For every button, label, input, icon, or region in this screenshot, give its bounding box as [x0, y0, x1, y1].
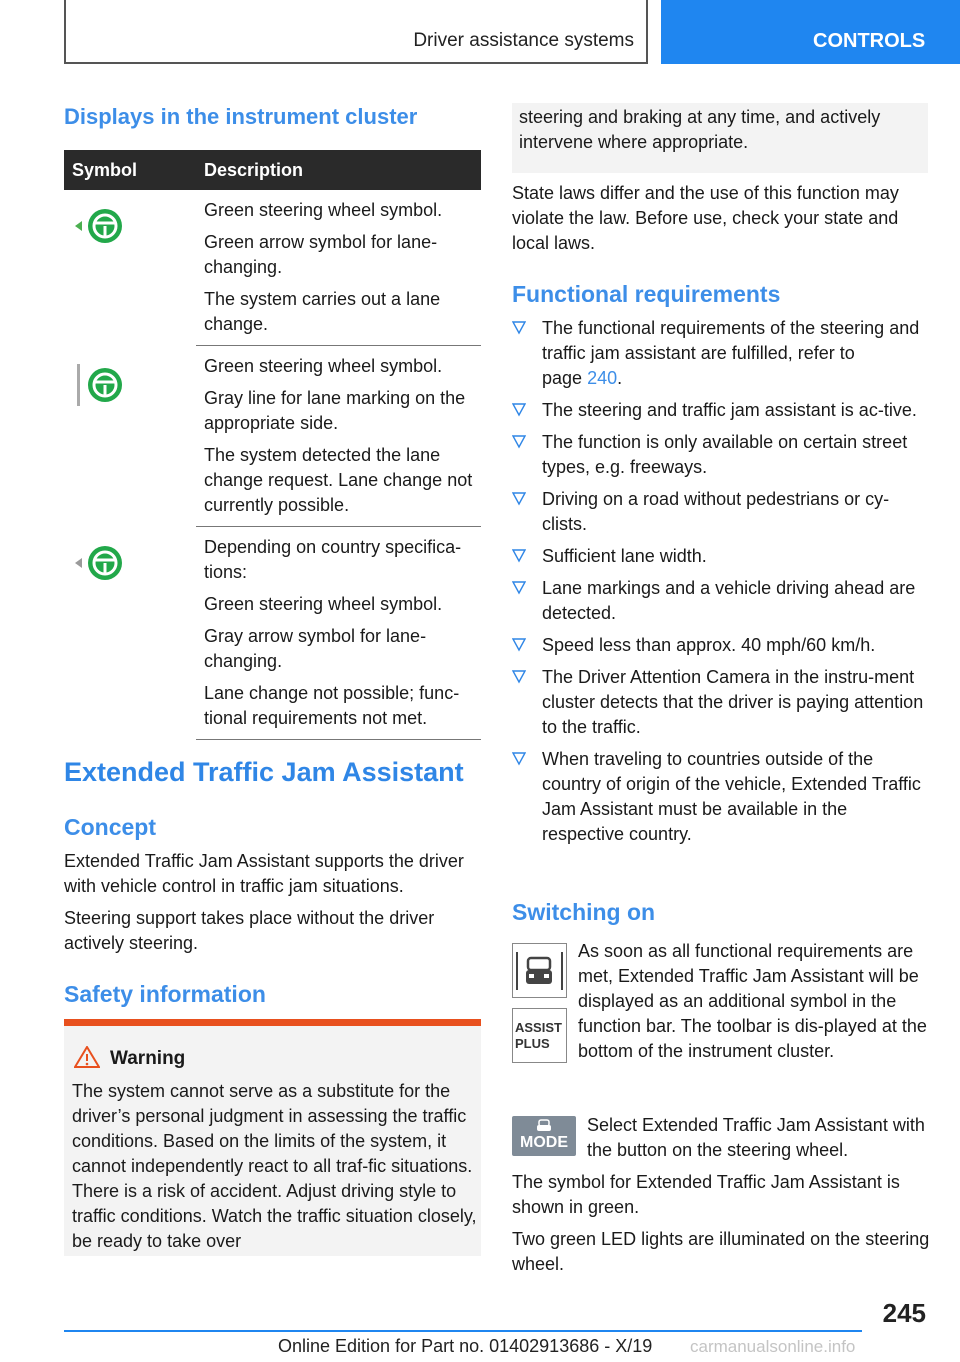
warning-continuation-box [512, 103, 928, 173]
symbol-table [64, 150, 481, 740]
edition-text: Online Edition for Part no. 01402913686 - X/19 [278, 1336, 653, 1356]
col-description-header: Description [196, 150, 481, 190]
list-item [512, 487, 930, 537]
table-row [64, 527, 481, 740]
watermark: carmanualsonline.info [690, 1337, 856, 1356]
description-line: Gray arrow symbol for lane-changing. [204, 626, 427, 671]
symbol-cell [64, 527, 196, 740]
bullet-triangle-icon [512, 492, 526, 506]
warning-text: The system cannot serve as a substitute for the driver’s personal judgment in assessing the traffic conditions. Based on the limits of the system, it cannot independently react to all traf-fic situations. There is a risk of accident. Adjust driving style to traffic conditions. Watch the traffic situation closely, be ready to take over [72, 1081, 477, 1251]
bullet-triangle-icon [512, 549, 526, 563]
switching-on-paragraph-1: As soon as all functional requirements are met, Extended Traffic Jam Assistant will be displayed as an additional symbol in the function bar. The toolbar is dis-played at the bottom of the instrument cluster. [578, 941, 927, 1061]
assist-plus-label: ASSIST PLUS [515, 1020, 562, 1051]
list-item-text: Lane markings and a vehicle driving ahead are detected. [542, 578, 916, 623]
list-item [512, 430, 930, 480]
page-number: 245 [882, 1298, 926, 1328]
description-line: The system detected the lane change request. Lane change not currently possible. [204, 445, 473, 515]
switching-on-paragraph-3: The symbol for Extended Traffic Jam Assistant is shown in green. [512, 1172, 900, 1217]
description-line: Green arrow symbol for lane-changing. [204, 232, 438, 277]
description-cell [196, 527, 481, 740]
bullet-triangle-icon [512, 752, 526, 766]
list-item [512, 633, 930, 658]
bullet-triangle-icon [512, 638, 526, 652]
description-line: Gray line for lane marking on the appropriate side. [204, 388, 466, 433]
green-steering-wheel-gray-line-icon [65, 360, 135, 410]
mode-label: MODE [520, 1134, 568, 1151]
list-item [512, 747, 930, 847]
list-item [512, 665, 930, 740]
warning-title: Warning [110, 1048, 186, 1069]
list-item-text: The function is only available on certain street types, e.g. freeways. [542, 432, 908, 477]
functional-requirements-heading: Functional requirements [512, 281, 781, 307]
concept-paragraph-2: Steering support takes place without the driver actively steering. [64, 908, 435, 953]
page-reference-link[interactable]: 240 [587, 368, 618, 388]
switching-on-paragraph-4: Two green LED lights are illuminated on the steering wheel. [512, 1229, 930, 1274]
header-section-title: Driver assistance systems [413, 30, 634, 51]
header-section-box [64, 0, 648, 64]
main-heading: Extended Traffic Jam Assistant [64, 757, 464, 787]
bullet-triangle-icon [512, 321, 526, 335]
list-item-text: Driving on a road without pedestrians or cy-clists. [542, 489, 890, 534]
header-chapter-title: CONTROLS [813, 30, 926, 52]
concept-paragraph-1: Extended Traffic Jam Assistant supports the driver with vehicle control in traffic jam situations. [64, 851, 464, 896]
list-item-text: Speed less than approx. 40 mph/60 km/h. [542, 635, 876, 655]
description-line: Depending on country specifica-tions: [204, 537, 462, 582]
description-line: Green steering wheel symbol. [204, 356, 443, 376]
table-row [64, 346, 481, 527]
concept-heading: Concept [64, 814, 156, 840]
list-item: The functional requirements of the steering and traffic jam assistant are fulfilled, refer to page 240. [512, 316, 930, 391]
footer-divider [64, 1330, 862, 1332]
bullet-triangle-icon [512, 403, 526, 417]
requirements-list [512, 316, 930, 854]
list-item-text: When traveling to countries outside of the country of origin of the vehicle, Extended Traffic Jam Assistant must be available in the respective country. [542, 749, 921, 844]
list-item [512, 576, 930, 626]
car-symbol-icon [536, 1119, 552, 1132]
table-row [64, 190, 481, 346]
switching-on-paragraph-2: Select Extended Traffic Jam Assistant with the button on the steering wheel. [587, 1115, 925, 1160]
description-line: The system carries out a lane change. [204, 289, 441, 334]
list-item-text: The functional requirements of the steering and traffic jam assistant are fulfilled, refer to page [542, 318, 920, 388]
header-chapter-tab [661, 0, 960, 64]
table-header-row [64, 150, 481, 190]
switching-on-heading: Switching on [512, 899, 656, 925]
law-paragraph: State laws differ and the use of this function may violate the law. Before use, check your state and local laws. [512, 183, 899, 253]
safety-heading: Safety information [64, 981, 266, 1007]
warning-triangle-icon [74, 1046, 100, 1068]
list-item-text: The Driver Attention Camera in the instru-ment cluster detects that the driver is paying attention to the traffic. [542, 667, 924, 737]
description-cell [196, 346, 481, 527]
green-steering-wheel-arrow-left-icon [65, 204, 135, 248]
description-line: Green steering wheel symbol. [204, 594, 443, 614]
description-line: Green steering wheel symbol. [204, 200, 443, 220]
list-item-text: The steering and traffic jam assistant is ac-tive. [542, 400, 917, 420]
bullet-triangle-icon [512, 581, 526, 595]
list-item [512, 398, 930, 423]
list-item [512, 544, 930, 569]
assist-plus-button-icon [512, 1008, 567, 1063]
bullet-triangle-icon [512, 435, 526, 449]
warning-continuation-text: steering and braking at any time, and actively intervene where appropriate. [519, 107, 881, 152]
description-line: Lane change not possible; func-tional requirements not met. [204, 683, 460, 728]
symbol-cell [64, 346, 196, 527]
traffic-jam-cars-icon [512, 943, 567, 998]
warning-box [64, 1019, 481, 1256]
list-item-text: Sufficient lane width. [542, 546, 707, 566]
description-cell [196, 190, 481, 346]
symbol-table-wrap [64, 150, 481, 740]
green-steering-wheel-gray-arrow-icon [65, 541, 135, 585]
displays-heading: Displays in the instrument cluster [64, 104, 418, 129]
symbol-cell [64, 190, 196, 346]
bullet-triangle-icon [512, 670, 526, 684]
mode-button-icon [512, 1116, 576, 1156]
col-symbol-header: Symbol [64, 150, 196, 190]
